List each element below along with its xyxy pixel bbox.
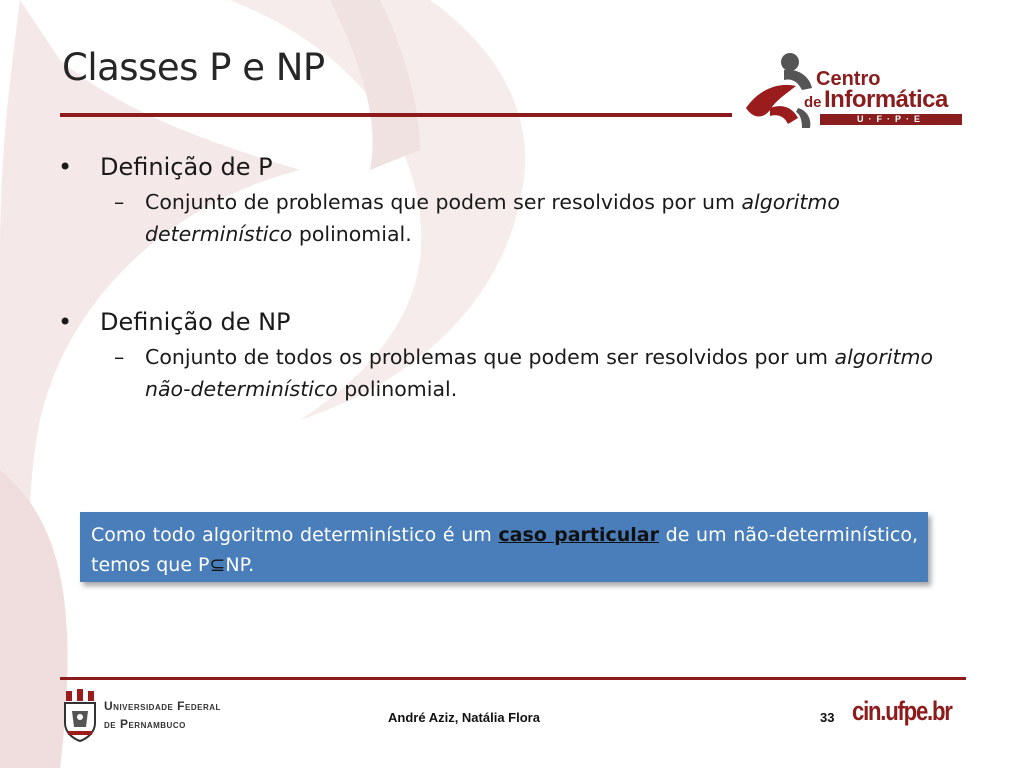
sub-bullet-text-end: polinomial. [337,377,458,401]
subset-symbol: ⊆ [209,554,226,576]
sub-bullet-emphasis: algoritmo determinístico [145,190,840,246]
sub-bullet-definition-p [114,186,938,250]
sub-bullet-definition-np [114,341,938,405]
footer-divider [60,677,966,680]
logo-text-informatica: Informática [824,86,948,113]
institution-line-1: Universidade Federal [104,699,221,713]
page-number: 33 [820,710,835,725]
sub-bullet-emphasis: algoritmo não-determinístico [145,345,934,401]
logo-ufpe-band: U·F·P·E [820,114,962,125]
logo-text-centro: Centro [816,68,881,90]
logo-text-de: de [804,94,822,111]
sub-bullet-text: Conjunto de problemas que podem ser resolvidos por um [145,190,742,214]
bullet-marker: • [58,153,73,181]
bullet-marker: • [58,308,73,336]
callout-emphasis: caso particular [498,524,659,546]
institution-line-2: de Pernambuco [104,717,186,731]
sub-bullet-text: Conjunto de todos os problemas que podem ser resolvidos por um [145,345,835,369]
ufpe-crest-icon [62,689,98,743]
callout-text-middle: de um não-determinístico, temos que P [91,524,918,576]
bullet-definition-p [58,150,938,184]
slide-title: Classes P e NP [62,46,325,89]
ufpe-logo [62,689,262,743]
cin-site-logo: cin.ufpe.br [852,696,952,726]
callout-box [80,512,928,582]
callout-text-end: NP. [225,554,255,576]
centro-informatica-logo [740,48,970,134]
footer-authors: André Aziz, Natália Flora [388,710,540,725]
sub-bullet-marker: – [114,190,125,214]
slide-content [58,150,938,405]
sub-bullet-text-end: polinomial. [292,222,412,246]
sub-bullet-marker: – [114,345,125,369]
bullet-text: Definição de P [100,153,273,181]
bullet-definition-np [58,305,938,339]
callout-text-start: Como todo algoritmo determinístico é um [91,524,499,546]
bullet-text: Definição de NP [100,308,291,336]
title-divider [60,113,732,117]
centro-informatica-logo-icon [740,48,820,134]
